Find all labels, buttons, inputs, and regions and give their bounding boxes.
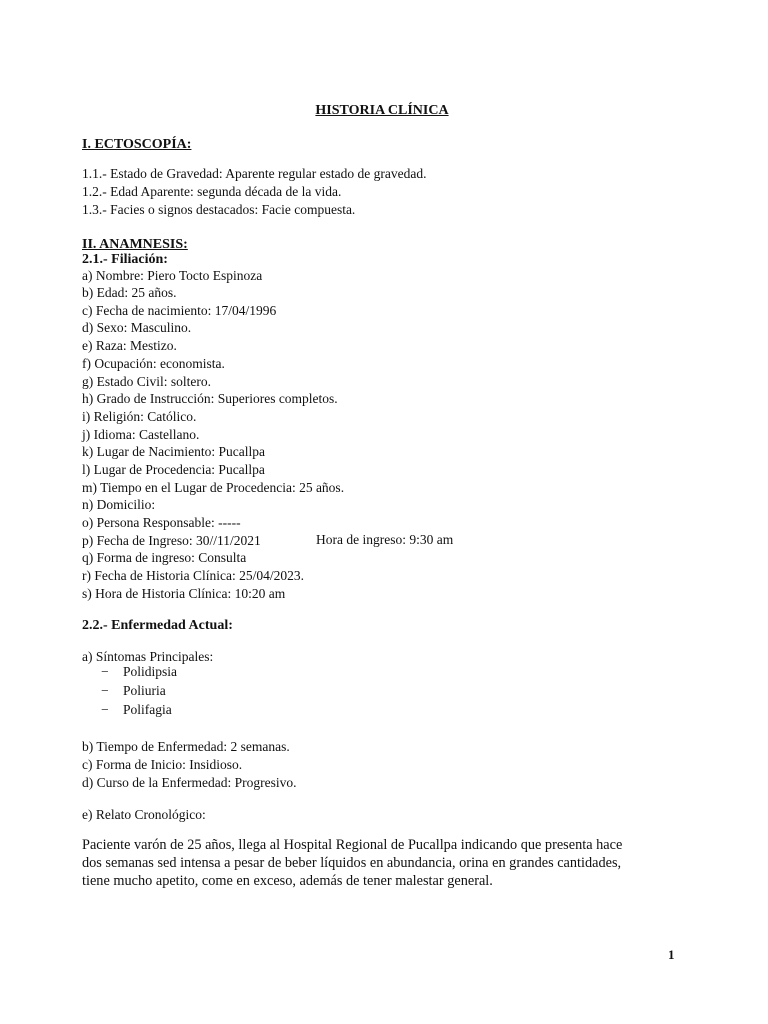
page-number: 1 <box>668 947 675 962</box>
filiacion-item: l) Lugar de Procedencia: Pucallpa <box>82 462 265 477</box>
relato-line: tiene mucho apetito, come en exceso, además de tener malestar general. <box>82 873 493 889</box>
dash-bullet-icon: − <box>101 683 109 698</box>
dash-bullet-icon: − <box>101 702 109 717</box>
dash-bullet-icon: − <box>101 664 109 679</box>
filiacion-item: q) Forma de ingreso: Consulta <box>82 550 247 565</box>
ectoscopia-item: 1.3.- Facies o signos destacados: Facie compuesta. <box>82 202 356 217</box>
filiacion-item: o) Persona Responsable: ----- <box>82 515 241 530</box>
enfermedad-item: c) Forma de Inicio: Insidioso. <box>82 757 243 772</box>
sintoma-list-item <box>101 664 177 680</box>
filiacion-item: f) Ocupación: economista. <box>82 356 225 371</box>
filiacion-item: b) Edad: 25 años. <box>82 285 177 300</box>
enfermedad-item: d) Curso de la Enfermedad: Progresivo. <box>82 775 297 790</box>
sintoma-label: Polifagia <box>123 702 172 717</box>
sintoma-list-item <box>101 702 172 718</box>
filiacion-item: n) Domicilio: <box>82 497 156 512</box>
filiacion-item: c) Fecha de nacimiento: 17/04/1996 <box>82 303 277 318</box>
sintoma-label: Poliuria <box>123 683 166 698</box>
filiacion-item: h) Grado de Instrucción: Superiores completos. <box>82 391 338 406</box>
filiacion-item: k) Lugar de Nacimiento: Pucallpa <box>82 444 265 459</box>
relato-paragraph <box>82 836 682 890</box>
sintoma-label: Polidipsia <box>123 664 178 679</box>
filiacion-item: e) Raza: Mestizo. <box>82 338 177 353</box>
ectoscopia-item: 1.1.- Estado de Gravedad: Aparente regular estado de gravedad. <box>82 166 427 181</box>
section-anamnesis-heading: II. ANAMNESIS: <box>82 237 188 252</box>
filiacion-item: i) Religión: Católico. <box>82 409 197 424</box>
filiacion-item: m) Tiempo en el Lugar de Procedencia: 25 años. <box>82 480 345 495</box>
filiacion-item: p) Fecha de Ingreso: 30//11/2021 <box>82 533 261 548</box>
filiacion-item: s) Hora de Historia Clínica: 10:20 am <box>82 586 286 601</box>
filiacion-item: j) Idioma: Castellano. <box>82 427 200 442</box>
relato-line: Paciente varón de 25 años, llega al Hospital Regional de Pucallpa indicando que presenta hace <box>82 837 623 853</box>
relato-line: dos semanas sed intensa a pesar de beber líquidos en abundancia, orina en grandes cantidades, <box>82 855 622 871</box>
filiacion-item: d) Sexo: Masculino. <box>82 320 192 335</box>
relato-label: e) Relato Cronológico: <box>82 807 206 822</box>
hora-ingreso: Hora de ingreso: 9:30 am <box>316 532 454 547</box>
enfermedad-item: b) Tiempo de Enfermedad: 2 semanas. <box>82 739 290 754</box>
section-ectoscopia-heading: I. ECTOSCOPÍA: <box>82 137 192 152</box>
ectoscopia-item: 1.2.- Edad Aparente: segunda década de la vida. <box>82 184 342 199</box>
filiacion-item: a) Nombre: Piero Tocto Espinoza <box>82 268 263 283</box>
document-title: HISTORIA CLÍNICA <box>315 103 449 118</box>
filiacion-heading: 2.1.- Filiación: <box>82 252 168 267</box>
sintoma-list-item <box>101 683 166 699</box>
sintomas-label: a) Síntomas Principales: <box>82 649 214 664</box>
enfermedad-actual-heading: 2.2.- Enfermedad Actual: <box>82 618 233 633</box>
filiacion-item: r) Fecha de Historia Clínica: 25/04/2023. <box>82 568 304 583</box>
filiacion-item: g) Estado Civil: soltero. <box>82 374 211 389</box>
